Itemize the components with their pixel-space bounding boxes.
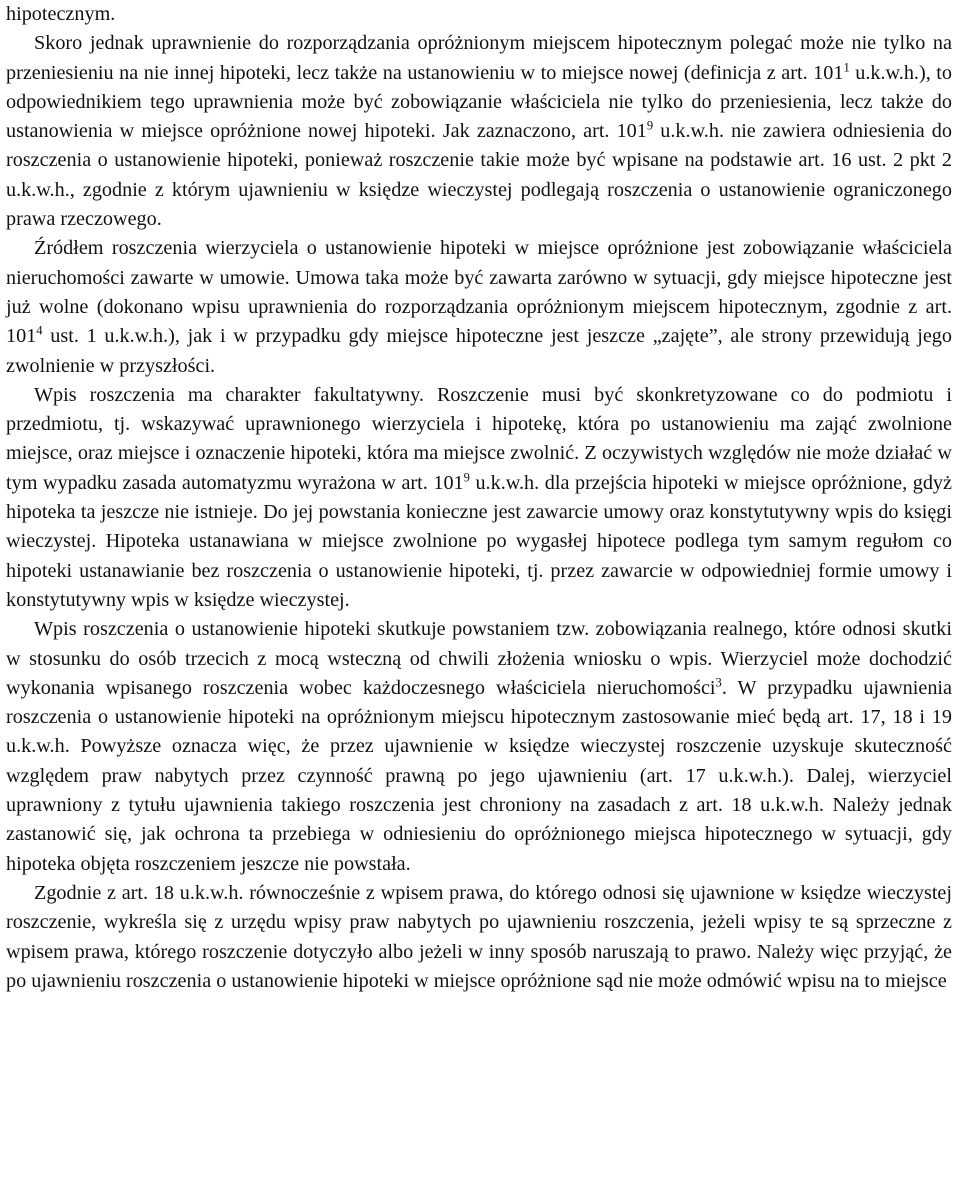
body-paragraph bbox=[6, 29, 952, 234]
body-paragraph bbox=[6, 615, 952, 879]
footnote-superscript: 1 bbox=[843, 59, 850, 74]
footnote-superscript: 3 bbox=[715, 675, 722, 690]
body-paragraph bbox=[6, 234, 952, 380]
body-paragraph bbox=[6, 879, 952, 996]
footnote-superscript: 4 bbox=[36, 323, 43, 338]
text-run: hipotecznym. bbox=[6, 3, 116, 25]
text-run: Zgodnie z art. 18 u.k.w.h. równocześnie z wpisem prawa, do którego odnosi się ujawnione w księdze wieczystej roszczenie, wykreśla się z urzędu wpisy praw nabytych po ujawnieniu roszczenia, jeżeli wpisy te są sprzeczne z wpisem prawa, którego roszczenie dotyczyło albo jeżeli w inny sposób naruszają to prawo. Należy więc przyjąć, że po ujawnieniu roszczenia o ustanowienie hipoteki w miejsce opróżnione sąd nie może odmówić wpisu na to miejsce bbox=[6, 881, 952, 992]
text-run: u.k.w.h. dla przejścia hipoteki w miejsce opróżnione, gdyż hipoteka ta jeszcze nie istnieje. Do jej powstania konieczne jest zawarcie umowy oraz konstytutywny wpis do księgi wieczystej. Hipoteka ustanawiana w miejsce zwolnione po wygasłej hipotece podlega tym samym regułom co hipoteki ustanawianie bez roszczenia o ustanowienie hipoteki, tj. przez zawarcie w odpowiedniej formie umowy i konstytutywny wpis w księdze wieczystej. bbox=[6, 471, 952, 611]
footnote-superscript: 9 bbox=[463, 470, 470, 485]
text-run: Wpis roszczenia ma charakter fakultatywny. Roszczenie musi być skonkretyzowane co do podmiotu i przedmiotu, tj. wskazywać uprawnionego wierzyciela i hipotekę, która po ustanowieniu ma zająć zwolnione miejsce, oraz miejsce i oznaczenie hipoteki, która ma miejsce zwolnić. Z oczywistych względów nie może działać w tym wypadku zasada automatyzmu wyrażona w art. 101 bbox=[6, 383, 952, 494]
text-run: Wpis roszczenia o ustanowienie hipoteki skutkuje powstaniem tzw. zobowiązania realnego, które odnosi skutki w stosunku do osób trzecich z mocą wsteczną od chwili złożenia wniosku o wpis. Wierzyciel może dochodzić wykonania wpisanego roszczenia wobec każdoczesnego właściciela nieruchomości bbox=[6, 618, 952, 699]
body-paragraph bbox=[6, 381, 952, 615]
text-run: ust. 1 u.k.w.h.), jak i w przypadku gdy miejsce hipoteczne jest jeszcze „zajęte”, ale strony przewidują jego zwolnienie w przyszłości. bbox=[6, 325, 952, 377]
text-run: . W przypadku ujawnienia roszczenia o ustanowienie hipoteki na opróżnionym miejscu hipotecznym zastosowanie mieć będą art. 17, 18 i 19 u.k.w.h. Powyższe oznacza więc, że przez ujawnienie w księdze wieczystej roszczenie uzyskuje skuteczność względem praw nabytych przez czynność prawną po jego ujawnieniu (art. 17 u.k.w.h.). Dalej, wierzyciel uprawniony z tytułu ujawnienia takiego roszczenia jest chroniony na zasadach z art. 18 u.k.w.h. Należy jednak zastanowić się, jak ochrona ta przebiega w odniesieniu do opróżnionego miejsca hipotecznego w sytuacji, gdy hipoteka objęta roszczeniem jeszcze nie powstała. bbox=[6, 676, 952, 875]
footnote-superscript: 9 bbox=[646, 118, 654, 133]
text-run: Skoro jednak uprawnienie do rozporządzania opróżnionym miejscem hipotecznym polegać może nie tylko na przeniesieniu na nie innej hipoteki, lecz także na ustanowieniu w to miejsce nowej (definicja z art. 101 bbox=[6, 32, 952, 84]
body-paragraph bbox=[6, 0, 952, 29]
text-run: u.k.w.h.), to odpowiednikiem tego uprawnienia może być zobowiązanie właściciela nie tylko do przeniesienia, lecz także do ustanowienia w miejsce opróżnione nowej hipoteki. Jak zaznaczono, art. 101 bbox=[6, 61, 952, 143]
text-run: Źródłem roszczenia wierzyciela o ustanowienie hipoteki w miejsce opróżnione jest zobowiązanie właściciela nieruchomości zawarte w umowie. Umowa taka może być zawarta zarówno w sytuacji, gdy miejsce hipoteczne jest już wolne (dokonano wpisu uprawnienia do rozporządzania opróżnionym miejscem hipotecznym, zgodnie z art. 101 bbox=[6, 237, 952, 348]
text-run: u.k.w.h. nie zawiera odniesienia do roszczenia o ustanowienie hipoteki, ponieważ roszczenie takie może być wpisane na podstawie art. 16 ust. 2 pkt 2 u.k.w.h., zgodnie z którym ujawnieniu w księdze wieczystej podlegają roszczenia o ustanowienie ograniczonego prawa rzeczowego. bbox=[6, 120, 952, 231]
document-page bbox=[6, 0, 952, 996]
